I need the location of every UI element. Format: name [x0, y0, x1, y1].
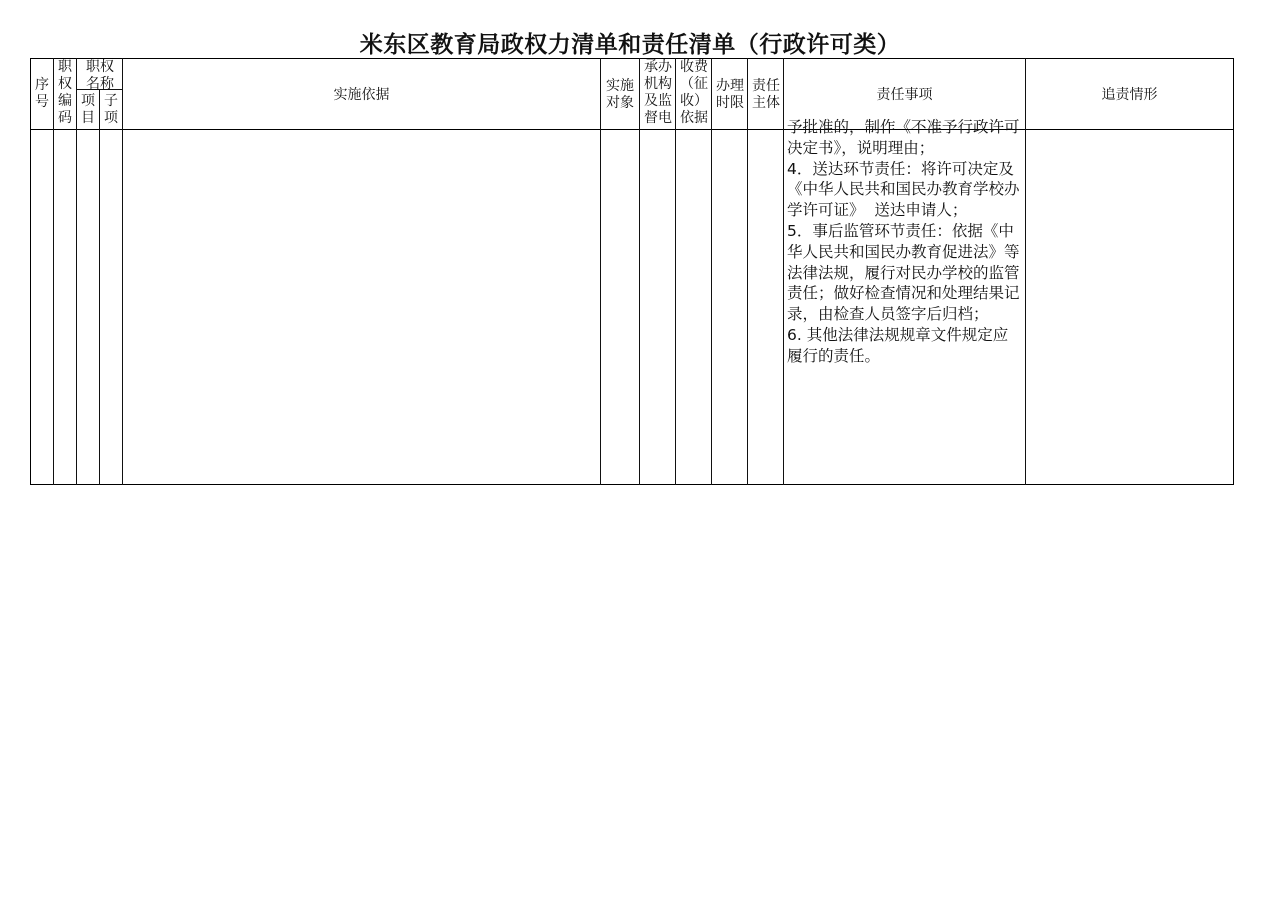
col-divider	[53, 58, 54, 485]
header-subject: 责任主体	[752, 78, 780, 111]
header-subitem: 子项	[104, 93, 118, 126]
col-divider	[76, 58, 77, 485]
col-divider	[1025, 58, 1026, 485]
col-divider	[600, 58, 601, 485]
header-seq: 序号	[35, 77, 49, 110]
header-fee: 收费（征收）依据	[680, 59, 708, 126]
header-account: 追责情形	[1101, 87, 1158, 103]
col-divider	[675, 58, 676, 485]
col-divider	[122, 58, 123, 485]
header-code: 职权编码	[58, 59, 72, 126]
table-border-bottom	[30, 484, 1234, 485]
col-divider	[99, 89, 100, 485]
duty-text: 予批准的，制作《不准予行政许可决定书》，说明理由； 4．送达环节责任：将许可决定及《中华人民共和国民办教育学校办学许可证》 送达申请人； 5．事后监管环节责任：依据《中华人民共和国民办教育促进法》等法律法规，履行对民办学校的监管责任；做好检查情况和处理结果记录，由检查人员签字后归档； 6. 其他法律法规规章文件规定应履行的责任。	[787, 118, 1020, 365]
header-name-group: 职权名称	[86, 59, 114, 92]
col-divider	[639, 58, 640, 485]
col-divider	[711, 58, 712, 485]
duty-cell	[787, 118, 1023, 424]
table-border-top	[30, 58, 1234, 59]
header-divider	[30, 129, 1234, 130]
table-border-right	[1233, 58, 1234, 485]
header-target: 实施对象	[606, 78, 634, 111]
table-border-left	[30, 58, 31, 485]
col-divider	[783, 58, 784, 485]
header-org: 承办机构及监督电	[644, 59, 672, 126]
header-item: 项目	[81, 93, 95, 126]
col-divider	[747, 58, 748, 485]
header-basis: 实施依据	[333, 87, 390, 103]
header-limit: 办理时限	[716, 78, 744, 111]
page-title: 米东区教育局政权力清单和责任清单（行政许可类）	[359, 31, 901, 58]
permission-table	[30, 58, 1234, 485]
header-duty: 责任事项	[876, 87, 933, 103]
